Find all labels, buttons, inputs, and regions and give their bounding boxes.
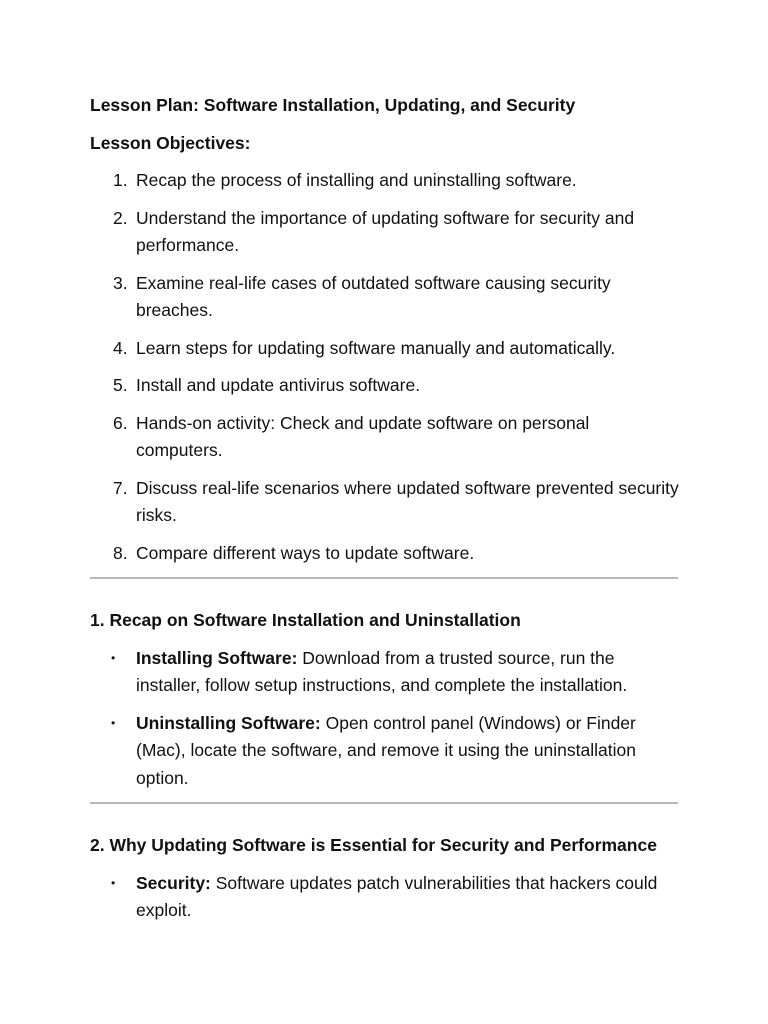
objective-text: Understand the importance of updating software for security and performance. xyxy=(136,207,635,255)
bullet-term: Security: xyxy=(136,872,211,893)
bullet-icon: • xyxy=(111,715,116,730)
bullet-item xyxy=(90,645,680,700)
objective-text: Compare different ways to update software. xyxy=(136,542,475,563)
objective-text: Recap the process of installing and uninstalling software. xyxy=(136,170,577,190)
bullet-text: Download from a trusted source, run the installer, follow setup instructions, and complete the installation. xyxy=(136,647,628,695)
objective-number: 5. xyxy=(113,375,128,395)
objective-item xyxy=(90,475,680,530)
bullet-item xyxy=(90,870,680,925)
objective-number: 7. xyxy=(113,477,128,498)
bullet-term: Uninstalling Software: xyxy=(136,712,321,733)
objective-number: 6. xyxy=(113,412,128,433)
bullet-text: Open control panel (Windows) or Finder (Mac), locate the software, and remove it using the uninstallation option. xyxy=(136,712,636,788)
bullet-term: Installing Software: xyxy=(136,647,298,668)
section-divider xyxy=(90,802,678,804)
objective-text: Discuss real-life scenarios where updated software prevented security risks. xyxy=(136,477,679,525)
document-content xyxy=(90,92,680,935)
objective-item xyxy=(90,167,680,195)
objective-number: 8. xyxy=(113,542,128,563)
objective-text: Hands-on activity: Check and update software on personal computers. xyxy=(136,412,590,460)
objective-text: Examine real-life cases of outdated software causing security breaches. xyxy=(136,272,611,320)
objective-text: Learn steps for updating software manually and automatically. xyxy=(136,337,616,358)
document-title: Lesson Plan: Software Installation, Updating, and Security xyxy=(90,95,576,115)
objective-item xyxy=(90,335,680,363)
section-divider xyxy=(90,577,678,579)
objective-number: 1. xyxy=(113,170,128,190)
bullet-icon: • xyxy=(111,875,116,890)
why-updating-bullet-list xyxy=(90,870,680,925)
section-heading-why-updating: 2. Why Updating Software is Essential for Security and Performance xyxy=(90,835,657,855)
objective-item xyxy=(90,372,680,400)
objective-item xyxy=(90,205,680,260)
objectives-list xyxy=(90,167,680,567)
section-heading-recap: 1. Recap on Software Installation and Uninstallation xyxy=(90,610,521,630)
objective-number: 2. xyxy=(113,207,128,228)
recap-bullet-list xyxy=(90,645,680,793)
objective-item xyxy=(90,410,680,465)
objective-item xyxy=(90,270,680,325)
bullet-item xyxy=(90,710,680,793)
objective-number: 4. xyxy=(113,337,128,358)
objective-text: Install and update antivirus software. xyxy=(136,375,421,395)
bullet-text: Software updates patch vulnerabilities that hackers could exploit. xyxy=(136,872,658,920)
objective-item xyxy=(90,540,680,568)
bullet-icon: • xyxy=(111,650,116,665)
objective-number: 3. xyxy=(113,272,128,293)
objectives-heading: Lesson Objectives: xyxy=(90,132,251,153)
